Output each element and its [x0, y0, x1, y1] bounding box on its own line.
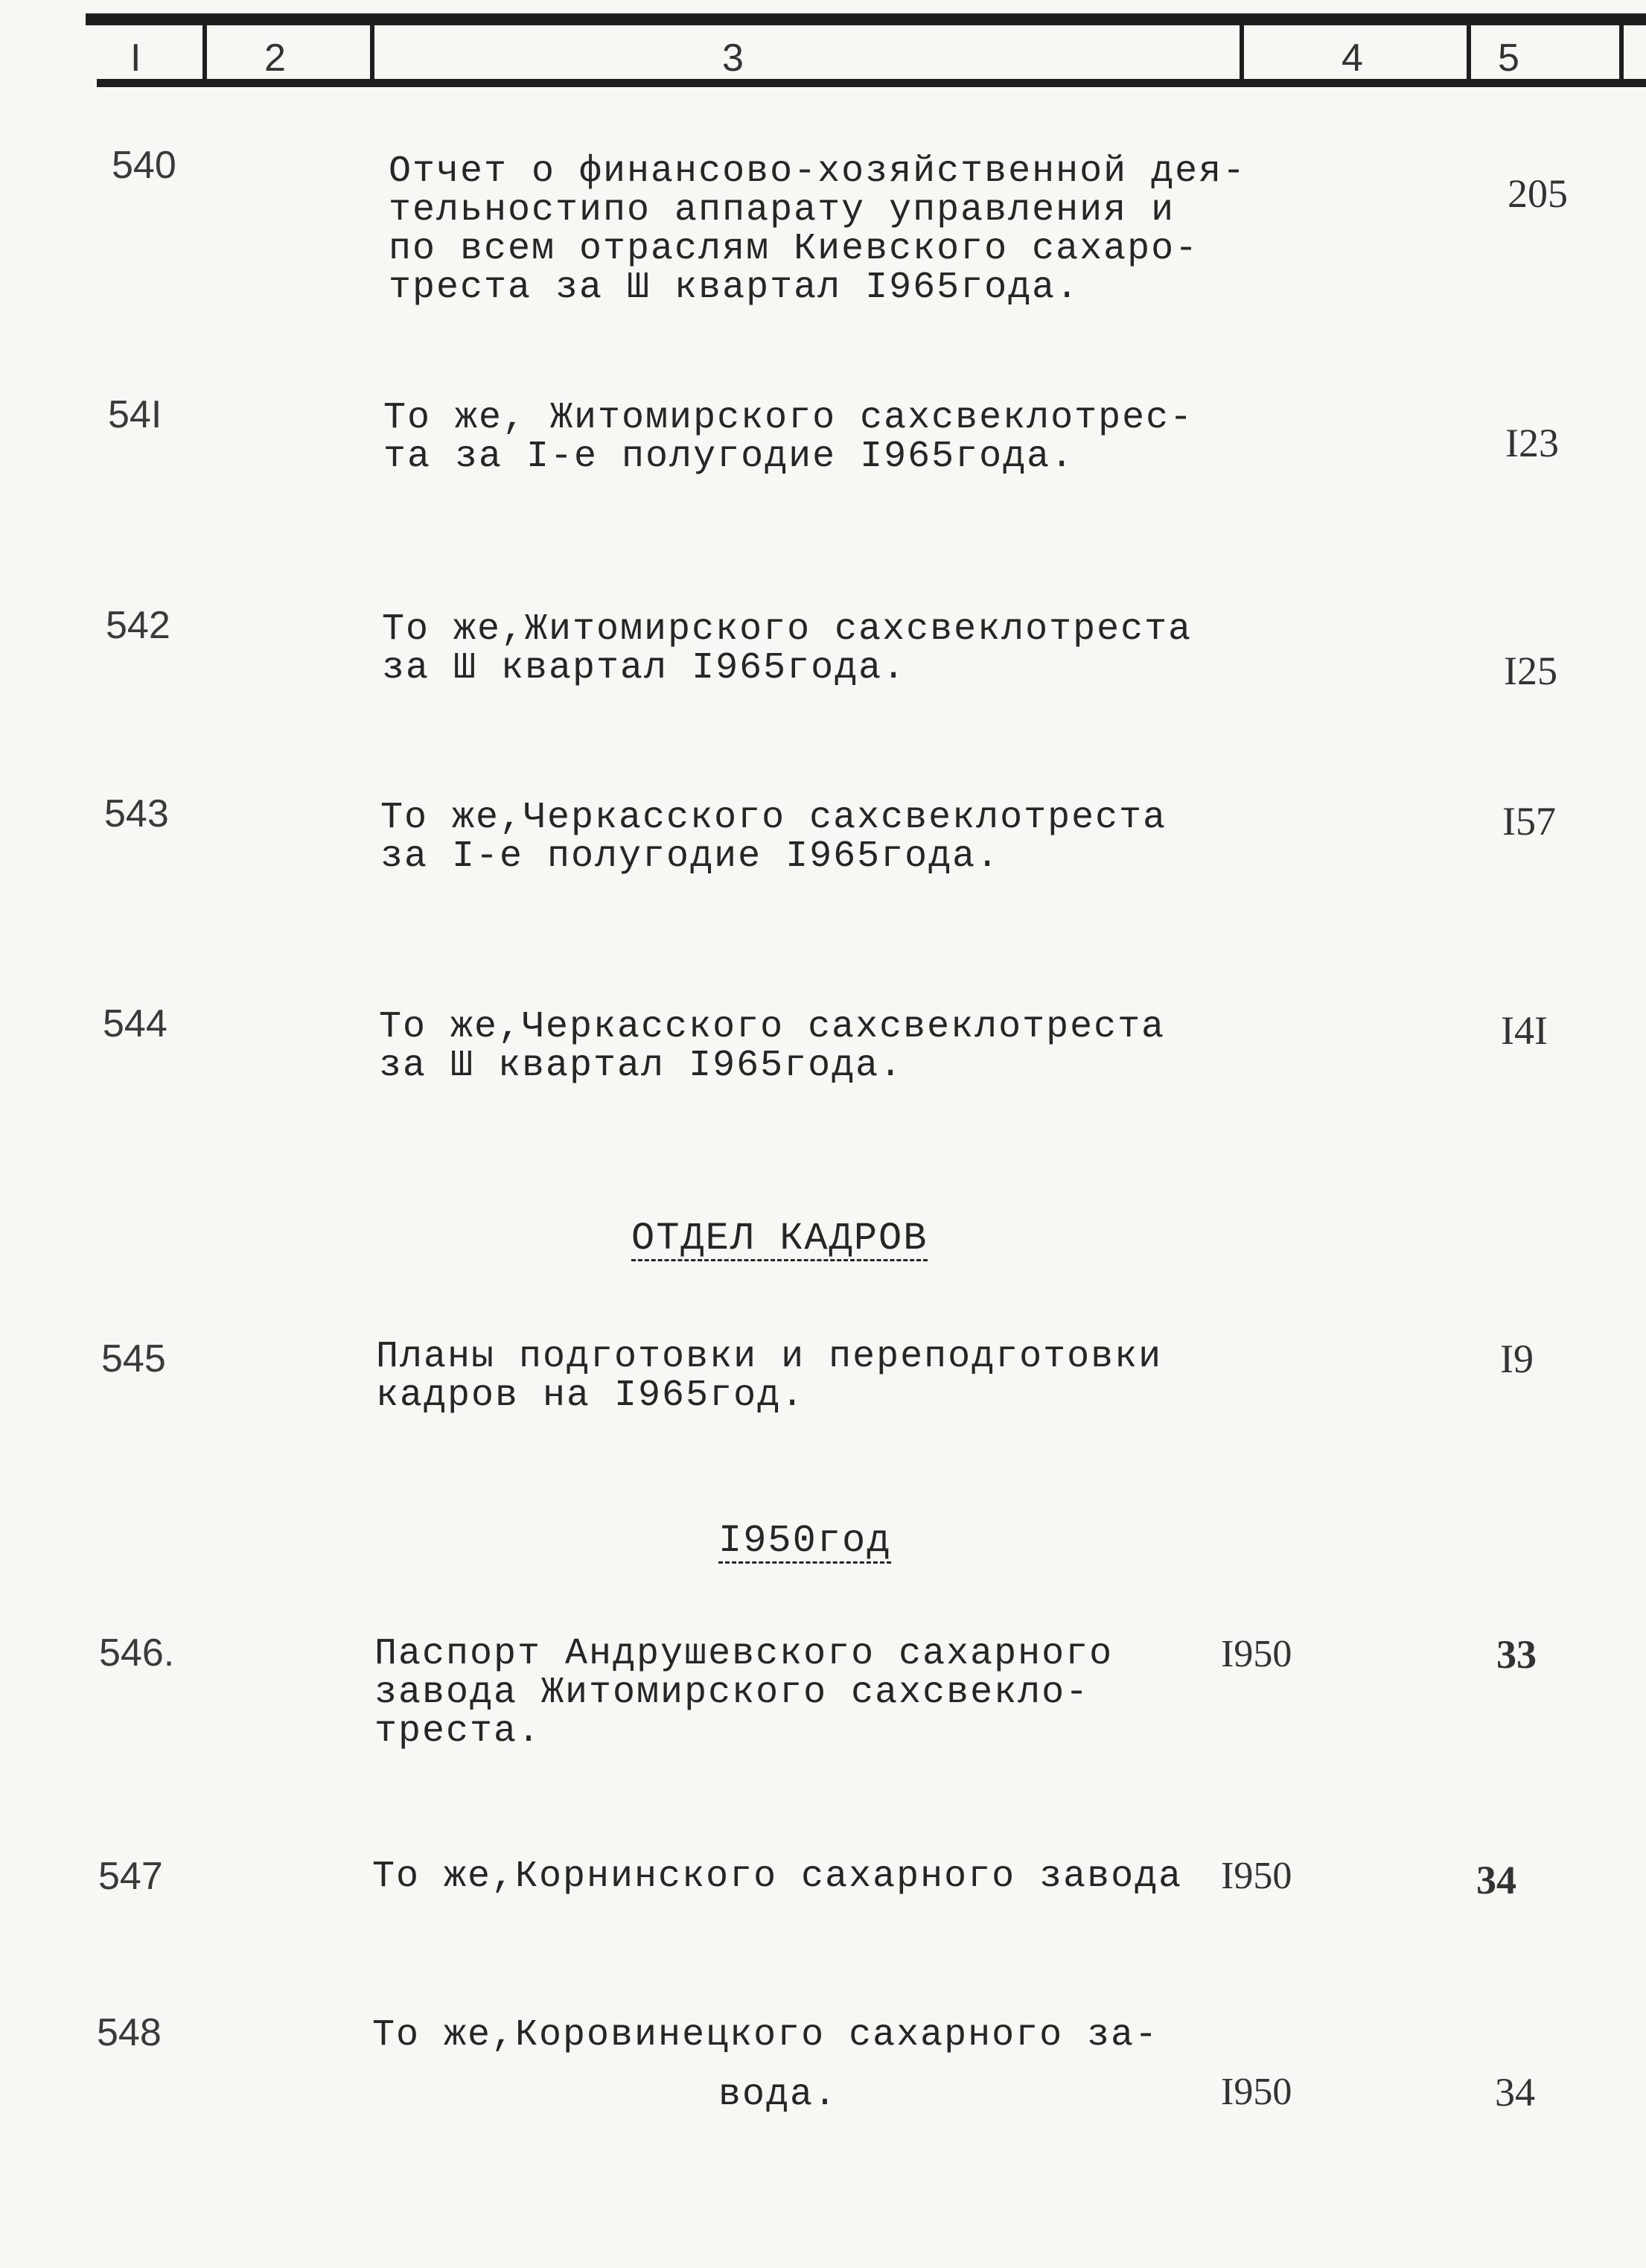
sheet-count: I4I: [1501, 1008, 1548, 1053]
column-number-3: 3: [722, 36, 744, 80]
sheet-count: I57: [1502, 799, 1556, 844]
case-title: То же,Житомирского сахсвеклотреста за Ш квартал I965года.: [382, 608, 1193, 689]
case-number: 548: [97, 2011, 162, 2054]
header-divider: [1619, 22, 1624, 86]
case-title: То же,Корнинского сахарного завода: [372, 1856, 1183, 1898]
case-title: То же,Черкасского сахсвеклотреста за I-е полугодие I965года.: [380, 797, 1167, 878]
column-number-4: 4: [1342, 36, 1363, 80]
case-number: 542: [106, 604, 170, 647]
case-title: Отчет о финансово-хозяйственной дея- тельностипо аппарату управления и по всем отраслям Киевского сахаро- треста за Ш квартал I965года.: [389, 150, 1247, 309]
case-title: Планы подготовки и переподготовки кадров на I965год.: [376, 1336, 1163, 1417]
case-title-continuation: вода.: [718, 2074, 838, 2116]
column-number-2: 2: [264, 36, 286, 80]
sheet-count: 34: [1495, 2070, 1535, 2115]
case-date: I950: [1221, 2071, 1292, 2113]
sheet-count: 34: [1476, 1858, 1516, 1902]
column-number-1: I: [130, 36, 141, 80]
case-date: I950: [1221, 1633, 1292, 1675]
case-number: 54I: [108, 393, 162, 436]
header-divider: [370, 22, 374, 86]
case-title: То же,Черкасского сахсвеклотреста за Ш квартал I965года.: [379, 1006, 1166, 1087]
case-number: 547: [98, 1855, 163, 1898]
case-number: 540: [112, 144, 176, 187]
case-number: 544: [103, 1002, 168, 1045]
case-title: То же, Житомирского сахсвеклотрес- та за I-е полугодие I965года.: [383, 397, 1194, 478]
case-number: 543: [104, 792, 169, 835]
sheet-count: I25: [1504, 649, 1557, 693]
section-heading-year: I950год: [718, 1519, 892, 1563]
header-bottom-rule: [97, 79, 1646, 87]
case-title: Паспорт Андрушевского сахарного завода Житомирского сахсвекло- треста.: [374, 1633, 1114, 1753]
column-number-5: 5: [1498, 36, 1519, 80]
sheet-count: I9: [1500, 1337, 1534, 1381]
case-number: 546.: [99, 1631, 175, 1675]
case-number: 545: [101, 1337, 166, 1380]
sheet-count: 33: [1496, 1632, 1537, 1677]
sheet-count: I23: [1505, 421, 1559, 465]
sheet-count: 205: [1508, 171, 1568, 216]
header-top-rule: [86, 13, 1646, 25]
case-title: То же,Коровинецкого сахарного за-: [372, 2014, 1159, 2057]
header-divider: [202, 22, 207, 86]
header-divider: [1467, 22, 1471, 86]
section-heading-personnel: ОТДЕЛ КАДРОВ: [631, 1217, 928, 1261]
header-divider: [1240, 22, 1244, 86]
case-date: I950: [1221, 1855, 1292, 1897]
